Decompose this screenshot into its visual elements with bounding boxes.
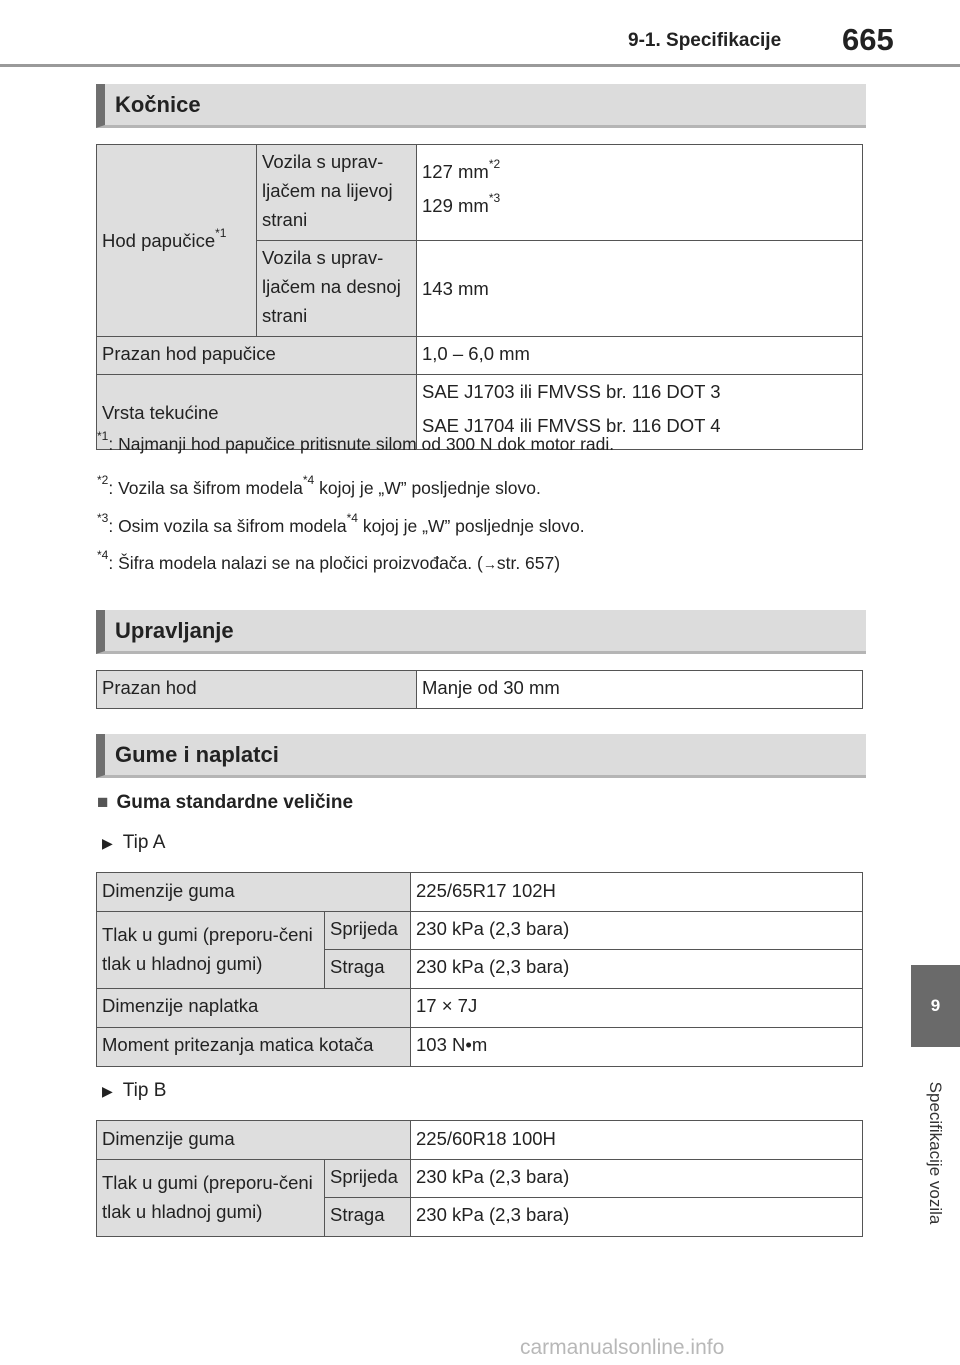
- type-a-pressure-label: Tlak u gumi (preporu-čeni tlak u hladnoj gumi): [97, 912, 325, 989]
- type-a-rear-value: 230 kPa (2,3 bara): [411, 950, 863, 989]
- lhd-label: Vozila s uprav-ljačem na lijevoj strani: [257, 145, 417, 241]
- type-a-size-label: Dimenzije guma: [97, 873, 411, 912]
- triangle-bullet-icon: ▶: [102, 1083, 113, 1099]
- type-b-rear-value: 230 kPa (2,3 bara): [411, 1198, 863, 1237]
- type-b-front-value: 230 kPa (2,3 bara): [411, 1160, 863, 1198]
- brakes-section-heading: [96, 84, 866, 128]
- page-reference-arrow-icon: →: [482, 556, 497, 572]
- watermark: carmanualsonline.info: [520, 1336, 725, 1359]
- free-play-label: Prazan hod papučice: [97, 337, 417, 375]
- type-b-size-label: Dimenzije guma: [97, 1121, 411, 1160]
- type-a-wheel-value: 17 × 7J: [411, 989, 863, 1028]
- fluid-label: Vrsta tekućine: [97, 375, 417, 450]
- lhd-values: 127 $mm^{*2}$ 129 $mm^{*3}$: [417, 145, 863, 241]
- type-b-size-value: 225/60R18 100H: [411, 1121, 863, 1160]
- tires-section-heading: [96, 734, 866, 778]
- type-a-torque-label: Moment pritezanja matica kotača: [97, 1028, 411, 1067]
- type-b-front-label: Sprijeda: [325, 1160, 411, 1198]
- footnote-4: $^{*4}$: Šifra modela nalazi se na pločici proizvođača. (→str. 657): [97, 548, 561, 573]
- chapter-tab[interactable]: [911, 965, 960, 1047]
- header-divider: [0, 64, 960, 67]
- page-number: 665: [842, 22, 894, 57]
- tires-heading-text: Gume i naplatci: [115, 742, 279, 767]
- footnote-2: $^{*2}$: Vozila sa šifrom modela$^{*4}$ kojoj je „W” posljednje slovo.: [97, 473, 541, 498]
- table-row: [97, 1121, 863, 1160]
- table-row: [97, 145, 863, 241]
- steering-section-heading: [96, 610, 866, 654]
- brakes-heading-text: Kočnice: [115, 92, 201, 117]
- fluid-values: SAE J1703 ili FMVSS br. 116 DOT 3 SAE J1704 ili FMVSS br. 116 DOT 4: [417, 375, 863, 450]
- steering-heading-text: Upravljanje: [115, 618, 234, 643]
- tires-subheading: ■ Guma standardne veličine: [97, 792, 354, 813]
- brakes-table: [96, 144, 863, 450]
- steering-free-play-label: Prazan hod: [97, 671, 417, 709]
- free-play-value: 1,0 – 6,0 mm: [417, 337, 863, 375]
- square-bullet-icon: ■: [97, 792, 109, 813]
- table-row: [97, 1028, 863, 1067]
- type-a-table: [96, 872, 863, 1067]
- type-a-front-label: Sprijeda: [325, 912, 411, 950]
- triangle-bullet-icon: ▶: [102, 835, 113, 851]
- footnote-1: $^{*1}$: Najmanji hod papučice pritisnute silom od 300 N dok motor radi.: [97, 429, 615, 454]
- table-row: [97, 337, 863, 375]
- footnote-3: $^{*3}$: Osim vozila sa šifrom modela$^{*4}$ kojoj je „W” posljednje slovo.: [97, 511, 585, 536]
- type-a-wheel-label: Dimenzije naplatka: [97, 989, 411, 1028]
- pedal-travel-label: Hod papučice$^{*1}$: [97, 145, 257, 337]
- type-a-torque-value: 103 N•m: [411, 1028, 863, 1067]
- type-a-rear-label: Straga: [325, 950, 411, 989]
- table-row: [97, 1160, 863, 1198]
- type-a-size-value: 225/65R17 102H: [411, 873, 863, 912]
- type-a-front-value: 230 kPa (2,3 bara): [411, 912, 863, 950]
- rhd-value: 143 mm: [417, 241, 863, 337]
- steering-free-play-value: Manje od 30 mm: [417, 671, 863, 709]
- rhd-label: Vozila s uprav-ljačem na desnoj strani: [257, 241, 417, 337]
- type-b-table: [96, 1120, 863, 1237]
- chapter-number: 9: [930, 996, 941, 1015]
- steering-table: [96, 670, 863, 709]
- type-a-heading: ▶ Tip A: [102, 832, 166, 853]
- table-row: [97, 873, 863, 912]
- table-row: [97, 989, 863, 1028]
- table-row: [97, 912, 863, 950]
- type-b-pressure-label: Tlak u gumi (preporu-čeni tlak u hladnoj gumi): [97, 1160, 325, 1237]
- table-row: [97, 671, 863, 709]
- chapter-label: Specifikacije vozila: [926, 1081, 945, 1225]
- type-b-rear-label: Straga: [325, 1198, 411, 1237]
- type-b-heading: ▶ Tip B: [102, 1080, 167, 1101]
- section-title: 9-1. Specifikacije: [628, 30, 782, 51]
